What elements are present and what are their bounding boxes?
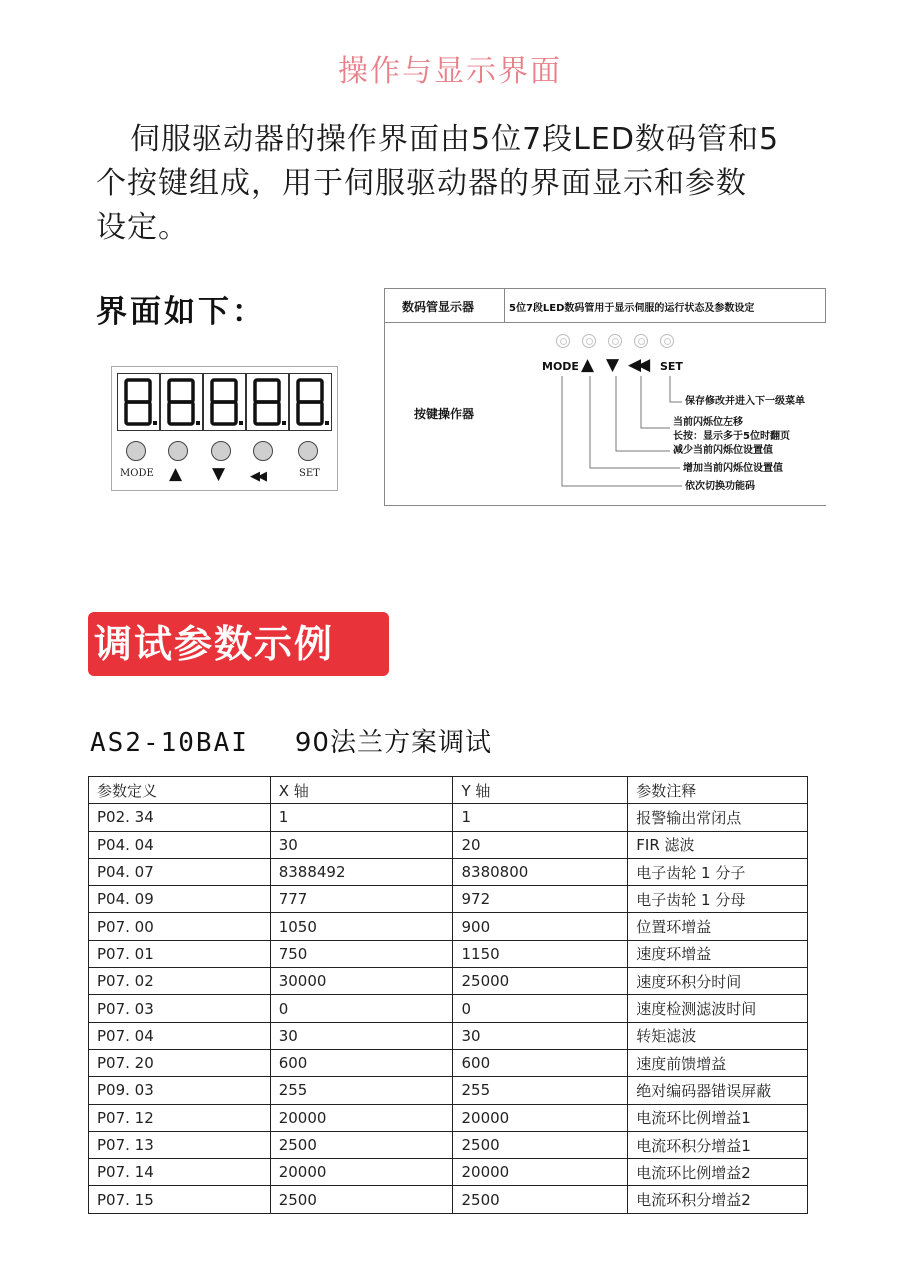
seven-segment-digit (203, 373, 246, 431)
table-header-cell: 参数定义 (89, 777, 271, 804)
table-cell: 8388492 (270, 858, 453, 885)
mode-key-label: MODE (120, 468, 154, 479)
section-title-badge: 调试参数示例 (88, 612, 389, 676)
table-cell: 电流环比例增益1 (628, 1104, 808, 1131)
panel-keys (120, 441, 326, 487)
table-row (89, 913, 808, 940)
table-cell: 900 (453, 913, 628, 940)
table-row (89, 1022, 808, 1049)
table-header-cell: X 轴 (270, 777, 453, 804)
table-cell: 2500 (453, 1131, 628, 1158)
table-row (89, 940, 808, 967)
table-cell: P07. 15 (89, 1186, 271, 1213)
table-cell: P07. 01 (89, 940, 271, 967)
table-cell: 2500 (270, 1186, 453, 1213)
table-header-cell: Y 轴 (453, 777, 628, 804)
keypad-row-label: 按键操作器 (414, 407, 475, 421)
down-arrow-icon: ▼ (606, 355, 620, 375)
table-cell: 位置环增益 (628, 913, 808, 940)
up-key-button[interactable] (168, 441, 188, 461)
table-cell: 2500 (453, 1186, 628, 1213)
table-header-row (89, 777, 808, 804)
table-row (89, 1159, 808, 1186)
table-row (89, 968, 808, 995)
table-cell: 30 (270, 1022, 453, 1049)
table-cell: 255 (453, 1077, 628, 1104)
shift-key-button[interactable] (253, 441, 273, 461)
intro-line: 伺服驱动器的操作界面由5位7段LED数码管和5 (130, 122, 780, 157)
table-row (89, 1077, 808, 1104)
table-row (89, 886, 808, 913)
display-row-label: 数码管显示器 (402, 300, 475, 314)
table-cell: 0 (270, 995, 453, 1022)
callout-shift-long: 长按：显示多于5位时翻页 (673, 431, 790, 442)
table-cell: FIR 滤波 (628, 831, 808, 858)
table-cell: 2500 (270, 1131, 453, 1158)
table-row (89, 804, 808, 831)
intro-line: 个按键组成，用于伺服驱动器的界面显示和参数 (96, 166, 747, 201)
table-row (89, 1131, 808, 1158)
table-cell: 20 (453, 831, 628, 858)
callout-down: 减少当前闪烁位设置值 (673, 445, 773, 456)
parameter-table (88, 776, 808, 1214)
table-cell: P07. 03 (89, 995, 271, 1022)
table-row (89, 1186, 808, 1213)
set-key-button[interactable] (298, 441, 318, 461)
table-cell: P07. 12 (89, 1104, 271, 1131)
table-cell: 972 (453, 886, 628, 913)
set-key-label: SET (660, 360, 683, 373)
table-cell: 25000 (453, 968, 628, 995)
table-cell: 速度环积分时间 (628, 968, 808, 995)
set-key-label: SET (299, 468, 320, 479)
intro-paragraph (96, 118, 816, 250)
table-cell: 30 (270, 831, 453, 858)
shift-left-icon: ◀◀ (628, 355, 647, 375)
table-cell: 20000 (270, 1104, 453, 1131)
key-function-diagram (384, 288, 826, 506)
page-title: 操作与显示界面 (338, 54, 562, 89)
table-cell: 电流环积分增益2 (628, 1186, 808, 1213)
display-row-desc: 5位7段LED数码管用于显示伺服的运行状态及参数设定 (509, 303, 755, 314)
table-row (89, 1104, 808, 1131)
table-cell: P07. 04 (89, 1022, 271, 1049)
table-cell: 600 (453, 1049, 628, 1076)
table-cell: 速度前馈增益 (628, 1049, 808, 1076)
table-cell: P09. 03 (89, 1077, 271, 1104)
mode-key-button[interactable] (126, 441, 146, 461)
down-arrow-icon: ▼ (212, 464, 226, 484)
table-row (89, 858, 808, 885)
table-cell: P07. 13 (89, 1131, 271, 1158)
table-cell: 255 (270, 1077, 453, 1104)
intro-line: 设定。 (96, 210, 189, 245)
led-panel (111, 366, 338, 491)
table-cell: 电子齿轮 1 分子 (628, 858, 808, 885)
table-cell: 750 (270, 940, 453, 967)
shift-left-icon: ◀◀ (250, 469, 264, 484)
table-cell: 速度环增益 (628, 940, 808, 967)
table-cell: 电流环积分增益1 (628, 1131, 808, 1158)
table-cell: 1 (453, 804, 628, 831)
table-cell: P04. 09 (89, 886, 271, 913)
table-cell: P07. 02 (89, 968, 271, 995)
table-row (89, 831, 808, 858)
table-cell: 20000 (270, 1159, 453, 1186)
model-line (90, 722, 492, 759)
table-cell: 8380800 (453, 858, 628, 885)
callout-up: 增加当前闪烁位设置值 (683, 463, 783, 474)
seven-segment-digit (246, 373, 289, 431)
table-cell: 777 (270, 886, 453, 913)
table-cell: 1050 (270, 913, 453, 940)
table-cell: 600 (270, 1049, 453, 1076)
table-cell: 1 (270, 804, 453, 831)
table-cell: 30000 (270, 968, 453, 995)
table-row (89, 995, 808, 1022)
model-number: AS2-10BAI (90, 728, 249, 758)
callout-set: 保存修改并进入下一级菜单 (685, 396, 805, 407)
table-cell: 20000 (453, 1104, 628, 1131)
interface-label: 界面如下： (96, 294, 266, 330)
led-display (117, 373, 332, 431)
seven-segment-digit (289, 373, 332, 431)
down-key-button[interactable] (211, 441, 231, 461)
table-cell: P07. 20 (89, 1049, 271, 1076)
seven-segment-digit (160, 373, 203, 431)
table-cell: 报警输出常闭点 (628, 804, 808, 831)
table-cell: P04. 04 (89, 831, 271, 858)
callout-shift: 当前闪烁位左移 (673, 417, 743, 428)
table-row (89, 1049, 808, 1076)
table-cell: 1150 (453, 940, 628, 967)
table-header-cell: 参数注释 (628, 777, 808, 804)
mode-key-label: MODE (542, 360, 579, 373)
table-cell: 20000 (453, 1159, 628, 1186)
table-cell: 绝对编码器错误屏蔽 (628, 1077, 808, 1104)
table-cell: 速度检测滤波时间 (628, 995, 808, 1022)
table-cell: 转矩滤波 (628, 1022, 808, 1049)
callout-mode: 依次切换功能码 (685, 481, 755, 492)
table-cell: 电流环比例增益2 (628, 1159, 808, 1186)
table-cell: 电子齿轮 1 分母 (628, 886, 808, 913)
up-arrow-icon: ▲ (581, 355, 595, 375)
table-cell: P07. 14 (89, 1159, 271, 1186)
table-cell: 0 (453, 995, 628, 1022)
table-cell: P04. 07 (89, 858, 271, 885)
table-cell: P02. 34 (89, 804, 271, 831)
scheme-title: 90法兰方案调试 (294, 728, 492, 758)
table-cell: 30 (453, 1022, 628, 1049)
up-arrow-icon: ▲ (169, 464, 183, 484)
table-cell: P07. 00 (89, 913, 271, 940)
seven-segment-digit (117, 373, 160, 431)
